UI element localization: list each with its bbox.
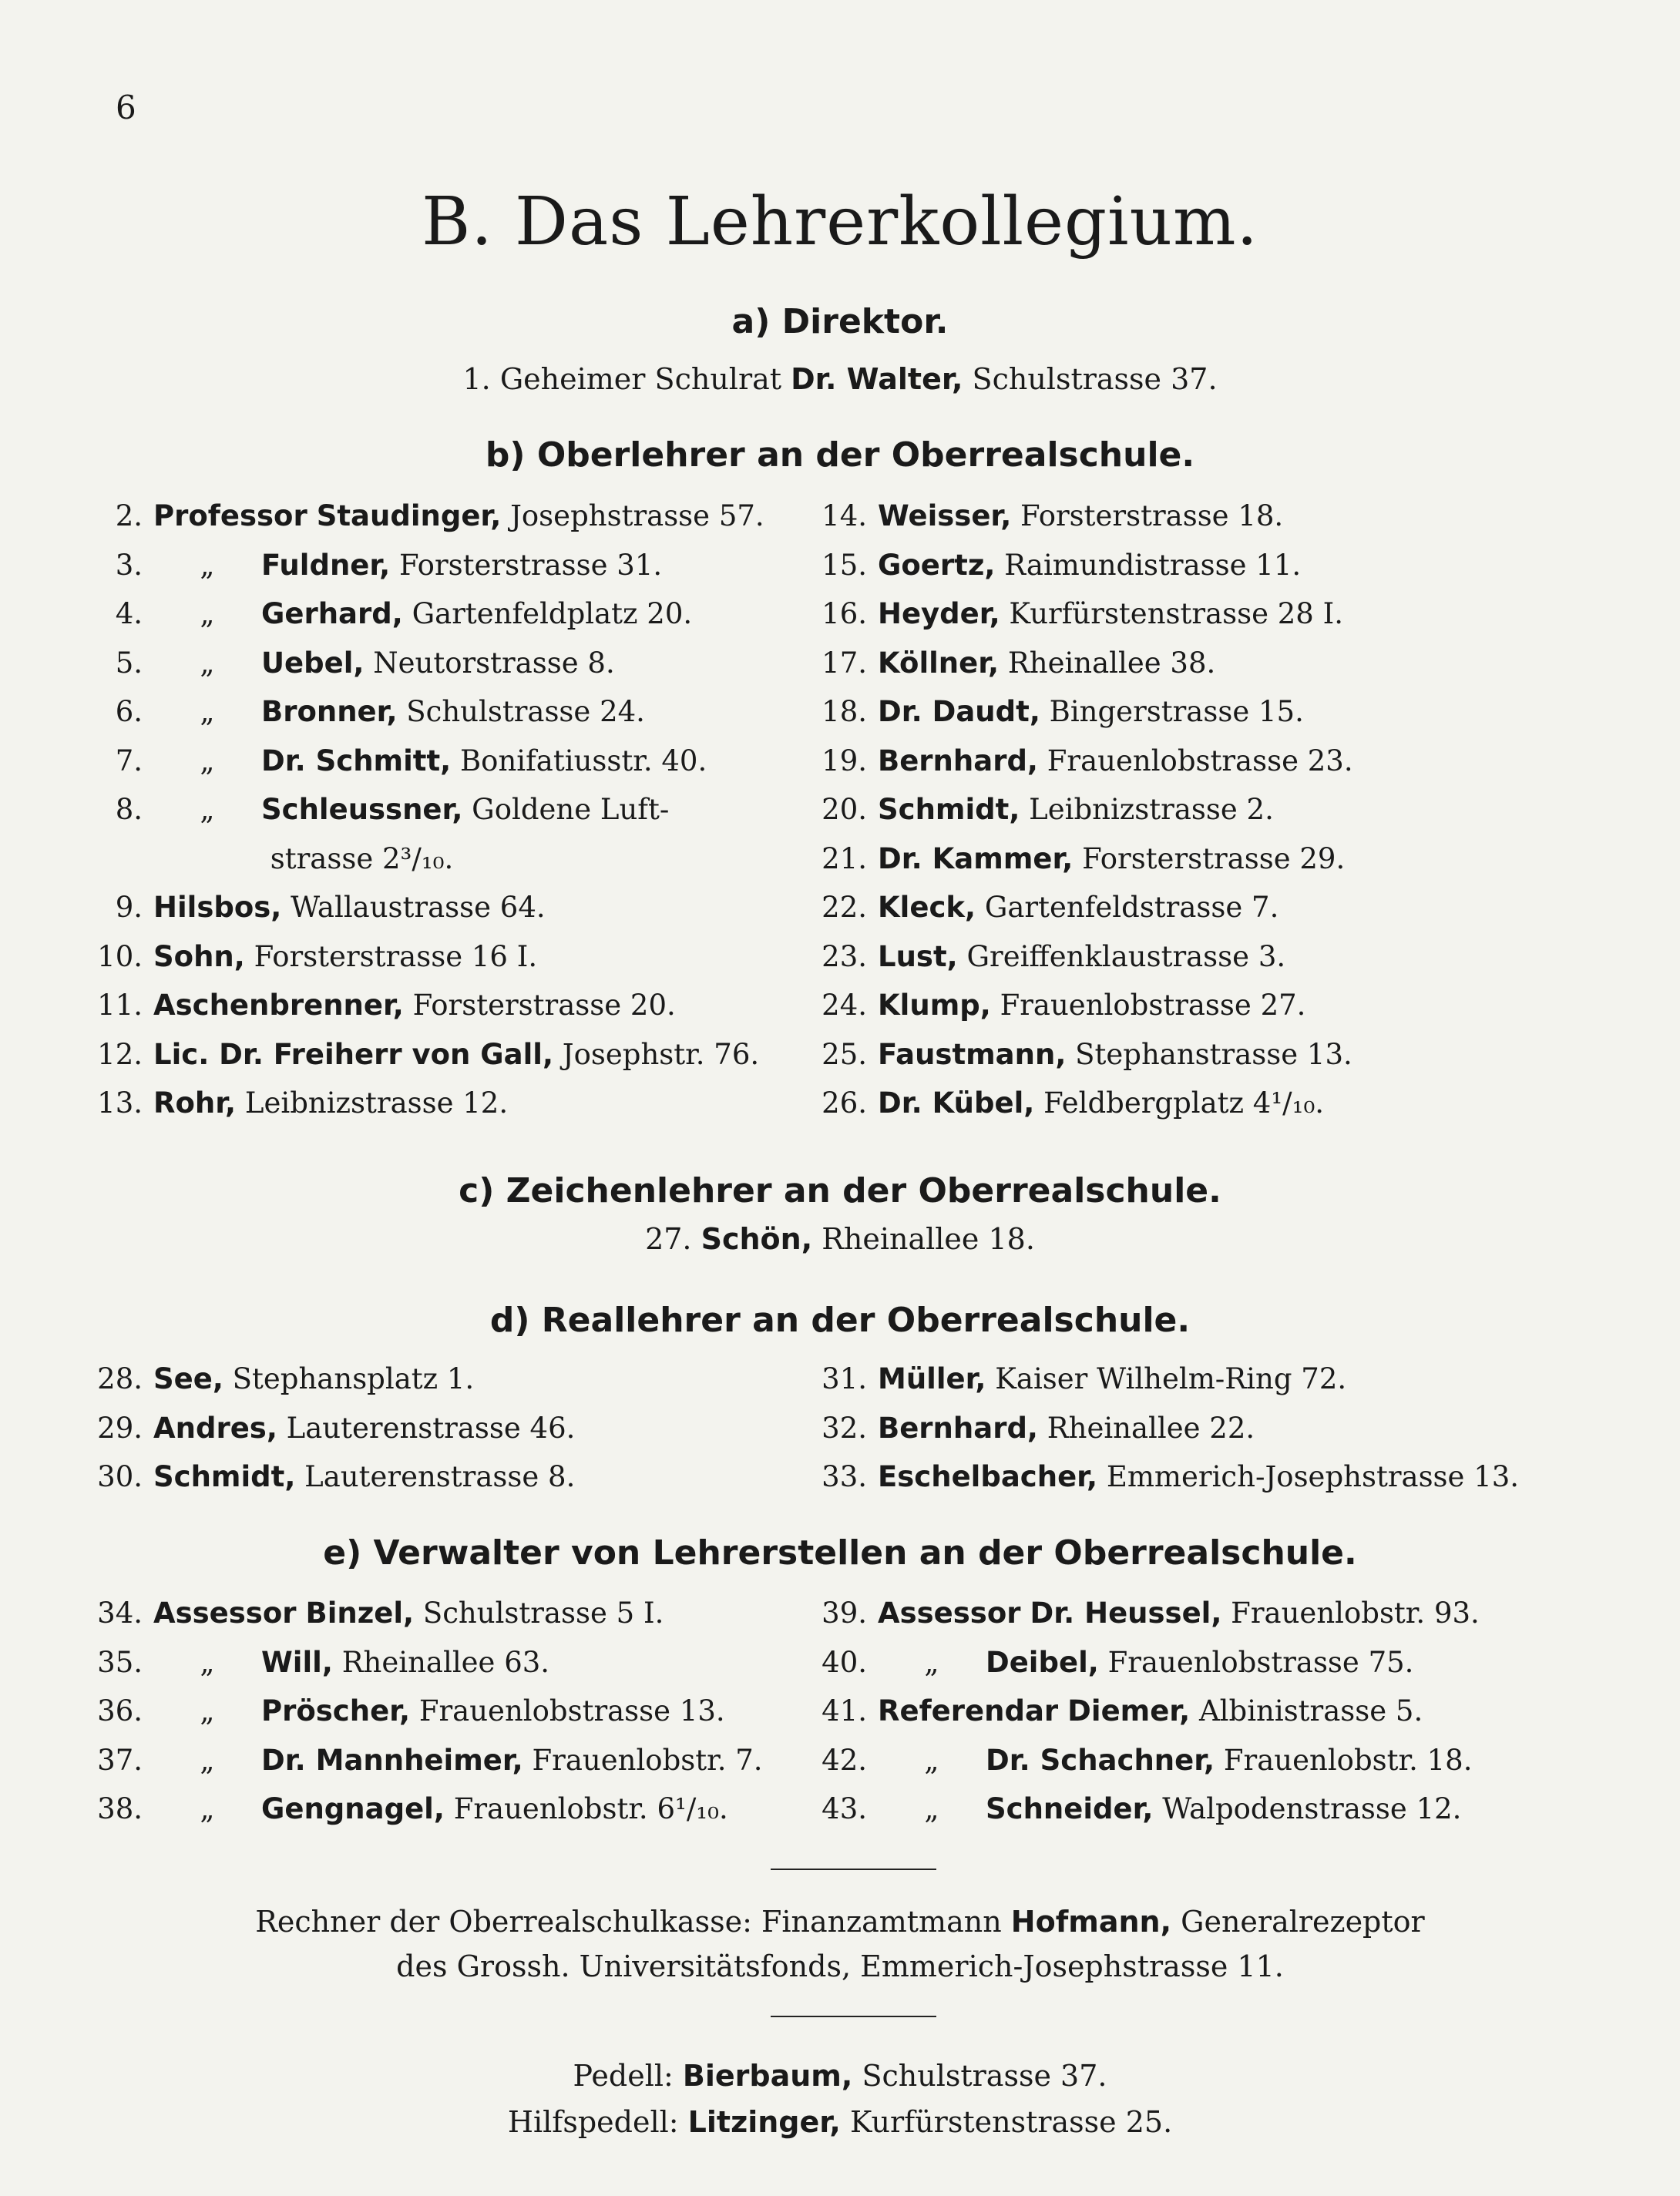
entry-title: Referendar [878, 1694, 1059, 1728]
entry-number: 13. [97, 1086, 143, 1120]
entry-address: Schulstrasse 5 I. [422, 1597, 664, 1630]
entry-name: Dr. Walter, [791, 362, 963, 396]
entry-name: Faustmann, [878, 1037, 1067, 1071]
entry-name: Bernhard, [878, 1411, 1038, 1445]
entry-address: Rheinallee 63. [341, 1645, 550, 1679]
list-item [809, 785, 1353, 834]
entry-address: Stephansplatz 1. [232, 1362, 475, 1395]
entry-address: Josephstr. 76. [562, 1037, 760, 1071]
entry-number: 32. [822, 1411, 867, 1445]
entry-number: 1. [462, 362, 491, 396]
entry-number: 8. [115, 793, 143, 826]
entry-name: Schneider, [986, 1792, 1154, 1825]
list-item [809, 639, 1353, 688]
entry-address: Rheinallee 18. [822, 1222, 1035, 1256]
entry-name: Schmidt, [153, 1460, 296, 1493]
list-item [85, 639, 764, 688]
entry-title: Geheimer Schulrat [499, 362, 782, 396]
entry-name: Andres, [153, 1411, 277, 1445]
entry-number: 21. [822, 841, 867, 875]
entry-address: Stephanstrasse 13. [1075, 1037, 1352, 1071]
list-item [85, 1404, 575, 1453]
entry-number: 17. [822, 646, 867, 680]
entry-name: Aschenbrenner, [153, 989, 404, 1022]
list-item [85, 1589, 763, 1638]
pedell-label: Pedell: [573, 2059, 674, 2093]
entry-address: Frauenlobstr. 93. [1231, 1597, 1480, 1630]
list-item [85, 687, 764, 737]
entry-name: Will, [261, 1645, 333, 1679]
director-entry [0, 362, 1680, 396]
hilfspedell-label: Hilfspedell: [507, 2105, 679, 2139]
entry-number: 6. [115, 695, 143, 728]
list-item [809, 1589, 1480, 1638]
entry-number: 24. [822, 989, 867, 1022]
ditto-mark: „ [924, 1792, 939, 1825]
entry-number: 20. [822, 793, 867, 826]
entry-number: 12. [97, 1037, 143, 1071]
ditto-mark: „ [200, 793, 215, 826]
entry-number: 15. [822, 548, 867, 582]
entry-name: Diemer, [1067, 1694, 1191, 1728]
entry-name: Heyder, [878, 597, 1000, 630]
list-item [809, 1687, 1480, 1736]
entry-name: Gengnagel, [261, 1792, 445, 1825]
ditto-mark: „ [200, 597, 215, 630]
entry-address: Goldene Luft- [472, 793, 670, 826]
entry-name: Goertz, [878, 548, 996, 582]
entry-address: Frauenlobstr. 7. [532, 1743, 763, 1777]
list-item [85, 785, 764, 834]
hilfspedell-name: Litzinger, [687, 2105, 841, 2139]
entry-name: Klump, [878, 989, 991, 1022]
entry-name: Dr. Schachner, [986, 1743, 1215, 1777]
list-item [809, 589, 1353, 639]
zeichenlehrer-entry [0, 1222, 1680, 1256]
ditto-mark: „ [200, 548, 215, 582]
list-item [85, 1079, 764, 1128]
entry-number: 37. [97, 1743, 143, 1777]
section-b-left-column [85, 492, 764, 1128]
entry-name: Müller, [878, 1362, 986, 1395]
list-item [809, 737, 1353, 786]
entry-name: Schleussner, [261, 793, 463, 826]
hilfspedell-line [0, 2105, 1680, 2139]
entry-address: Leibnizstrasse 12. [244, 1086, 509, 1120]
entry-number: 3. [115, 548, 143, 582]
entry-address: Frauenlobstrasse 75. [1107, 1645, 1414, 1679]
entry-number: 39. [822, 1597, 867, 1630]
page-number: 6 [116, 89, 136, 126]
entry-address: Walpodenstrasse 12. [1162, 1792, 1462, 1825]
entry-title: Assessor [878, 1597, 1021, 1630]
entry-number: 16. [822, 597, 867, 630]
entry-title: Professor [153, 499, 307, 532]
entry-name: Pröscher, [261, 1694, 411, 1728]
entry-name: Weisser, [878, 499, 1012, 532]
section-e-right-column [809, 1589, 1480, 1834]
rechner-line-1 [0, 1905, 1680, 1939]
entry-address: Lauterenstrasse 46. [286, 1411, 576, 1445]
entry-name: Schmidt, [878, 793, 1020, 826]
entry-address: Raimundistrasse 11. [1004, 548, 1302, 582]
ditto-mark: „ [200, 695, 215, 728]
entry-number: 10. [97, 939, 143, 973]
entry-address: Lauterenstrasse 8. [304, 1460, 576, 1493]
entry-name: Gerhard, [261, 597, 403, 630]
rechner-title: Generalrezeptor [1181, 1905, 1425, 1939]
entry-address: Emmerich-Josephstrasse 13. [1106, 1460, 1520, 1493]
list-item [809, 492, 1353, 541]
entry-number: 36. [97, 1694, 143, 1728]
list-item [85, 541, 764, 590]
entry-name: Fuldner, [261, 548, 391, 582]
pedell-address: Schulstrasse 37. [862, 2059, 1107, 2093]
entry-number: 42. [822, 1743, 867, 1777]
entry-address: Neutorstrasse 8. [373, 646, 615, 680]
entry-name: Lust, [878, 939, 958, 973]
list-item [85, 883, 764, 932]
entry-name: Schön, [701, 1222, 813, 1256]
list-item [85, 981, 764, 1030]
pedell-name: Bierbaum, [682, 2059, 853, 2093]
list-item [809, 1355, 1519, 1404]
list-item [85, 1736, 763, 1785]
entry-number: 18. [822, 695, 867, 728]
entry-address: strasse 2³/₁₀. [270, 841, 454, 875]
entry-name: Dr. Schmitt, [261, 744, 452, 777]
entry-name: Dr. Kammer, [878, 841, 1074, 875]
list-item [809, 1638, 1480, 1687]
list-item [85, 1638, 763, 1687]
list-item [85, 1687, 763, 1736]
entry-number: 2. [115, 499, 143, 532]
list-item [809, 1452, 1519, 1502]
entry-address: Bingerstrasse 15. [1049, 695, 1304, 728]
ditto-mark: „ [924, 1743, 939, 1777]
divider-rule [771, 1869, 936, 1870]
list-item [85, 834, 764, 884]
section-d-left-column [85, 1355, 575, 1502]
entry-name: Binzel, [305, 1597, 415, 1630]
section-c-heading: c) Zeichenlehrer an der Oberrealschule. [459, 1171, 1221, 1210]
entry-name: Dr. Daudt, [878, 695, 1040, 728]
entry-name: Bronner, [261, 695, 398, 728]
section-b-right-column [809, 492, 1353, 1128]
rechner-name: Hofmann, [1010, 1905, 1172, 1939]
entry-address: Wallaustrasse 64. [291, 891, 546, 924]
entry-address: Gartenfeldstrasse 7. [984, 891, 1279, 924]
list-item [809, 1030, 1353, 1080]
entry-number: 7. [115, 744, 143, 777]
entry-name: Sohn, [153, 939, 245, 973]
ditto-mark: „ [200, 1792, 215, 1825]
entry-number: 14. [822, 499, 867, 532]
entry-number: 43. [822, 1792, 867, 1825]
entry-number: 31. [822, 1362, 867, 1395]
entry-name: Staudinger, [316, 499, 502, 532]
entry-number: 5. [115, 646, 143, 680]
entry-address: Feldbergplatz 4¹/₁₀. [1043, 1086, 1325, 1120]
entry-address: Kaiser Wilhelm-Ring 72. [995, 1362, 1347, 1395]
section-a-heading: a) Direktor. [731, 302, 949, 341]
entry-address: Kurfürstenstrasse 28 I. [1009, 597, 1343, 630]
hilfspedell-address: Kurfürstenstrasse 25. [849, 2105, 1173, 2139]
list-item [809, 541, 1353, 590]
entry-address: Greiffenklaustrasse 3. [966, 939, 1286, 973]
ditto-mark: „ [200, 646, 215, 680]
list-item [809, 981, 1353, 1030]
list-item [809, 687, 1353, 737]
entry-address: Rheinallee 38. [1007, 646, 1216, 680]
entry-address: Schulstrasse 37. [972, 362, 1218, 396]
entry-name: Deibel, [986, 1645, 1099, 1679]
entry-number: 34. [97, 1597, 143, 1630]
entry-address: Frauenlobstr. 18. [1223, 1743, 1473, 1777]
entry-address: Albinistrasse 5. [1198, 1694, 1423, 1728]
entry-number: 35. [97, 1645, 143, 1679]
entry-address: Bonifatiusstr. 40. [459, 744, 707, 777]
entry-address: Frauenlobstrasse 23. [1047, 744, 1353, 777]
ditto-mark: „ [200, 1694, 215, 1728]
entry-number: 23. [822, 939, 867, 973]
divider-rule [771, 2016, 936, 2017]
list-item [85, 932, 764, 982]
entry-number: 29. [97, 1411, 143, 1445]
entry-address: Frauenlobstrasse 13. [418, 1694, 725, 1728]
entry-name: Rohr, [153, 1086, 237, 1120]
entry-name: Bernhard, [878, 744, 1038, 777]
entry-name: Dr. Mannheimer, [261, 1743, 523, 1777]
list-item [85, 1785, 763, 1834]
entry-number: 19. [822, 744, 867, 777]
list-item [85, 1452, 575, 1502]
entry-number: 33. [822, 1460, 867, 1493]
entry-address: Gartenfeldplatz 20. [412, 597, 693, 630]
entry-name: Köllner, [878, 646, 1000, 680]
entry-number: 38. [97, 1792, 143, 1825]
list-item [809, 1079, 1353, 1128]
entry-number: 25. [822, 1037, 867, 1071]
list-item [809, 1404, 1519, 1453]
entry-number: 11. [97, 989, 143, 1022]
entry-number: 9. [115, 891, 143, 924]
entry-address: Forsterstrasse 18. [1020, 499, 1284, 532]
page-title: B. Das Lehrerkollegium. [422, 183, 1258, 260]
list-item [809, 1785, 1480, 1834]
entry-address: Schulstrasse 24. [406, 695, 645, 728]
entry-address: Frauenlobstr. 6¹/₁₀. [453, 1792, 728, 1825]
ditto-mark: „ [924, 1645, 939, 1679]
entry-name: Kleck, [878, 891, 976, 924]
entry-name: See, [153, 1362, 223, 1395]
entry-name: Eschelbacher, [878, 1460, 1098, 1493]
ditto-mark: „ [200, 1743, 215, 1777]
pedell-line [0, 2059, 1680, 2093]
entry-address: Rheinallee 22. [1047, 1411, 1255, 1445]
rechner-text: Rechner der Oberrealschulkasse: Finanzamtmann [255, 1905, 1002, 1939]
entry-number: 30. [97, 1460, 143, 1493]
list-item [809, 834, 1353, 884]
entry-number: 26. [822, 1086, 867, 1120]
entry-address: Leibnizstrasse 2. [1029, 793, 1274, 826]
list-item [809, 1736, 1480, 1785]
entry-number: 41. [822, 1694, 867, 1728]
entry-address: Forsterstrasse 31. [399, 548, 663, 582]
list-item [809, 932, 1353, 982]
list-item [85, 737, 764, 786]
entry-name: Dr. Heussel, [1030, 1597, 1222, 1630]
ditto-mark: „ [200, 1645, 215, 1679]
entry-address: Forsterstrasse 20. [412, 989, 676, 1022]
entry-name: Dr. Kübel, [878, 1086, 1035, 1120]
section-d-right-column [809, 1355, 1519, 1502]
entry-address: Forsterstrasse 16 I. [254, 939, 538, 973]
list-item [85, 492, 764, 541]
list-item [809, 883, 1353, 932]
entry-name: Uebel, [261, 646, 365, 680]
entry-address: Frauenlobstrasse 27. [1000, 989, 1306, 1022]
section-d-heading: d) Reallehrer an der Oberrealschule. [489, 1301, 1191, 1340]
list-item [85, 1030, 764, 1080]
entry-number: 27. [645, 1222, 692, 1256]
list-item [85, 589, 764, 639]
section-e-left-column [85, 1589, 763, 1834]
entry-name: Hilsbos, [153, 891, 282, 924]
section-e-heading: e) Verwalter von Lehrerstellen an der Oberrealschule. [323, 1533, 1357, 1573]
entry-number: 40. [822, 1645, 867, 1679]
entry-address: Forsterstrasse 29. [1082, 841, 1346, 875]
entry-number: 28. [97, 1362, 143, 1395]
entry-number: 22. [822, 891, 867, 924]
entry-title: Assessor [153, 1597, 297, 1630]
entry-name: Lic. Dr. Freiherr von Gall, [153, 1037, 554, 1071]
entry-number: 4. [115, 597, 143, 630]
entry-address: Josephstrasse 57. [510, 499, 764, 532]
rechner-line-2: des Grossh. Universitätsfonds, Emmerich-Josephstrasse 11. [396, 1949, 1284, 1983]
ditto-mark: „ [200, 744, 215, 777]
section-b-heading: b) Oberlehrer an der Oberrealschule. [485, 435, 1195, 475]
list-item [85, 1355, 575, 1404]
